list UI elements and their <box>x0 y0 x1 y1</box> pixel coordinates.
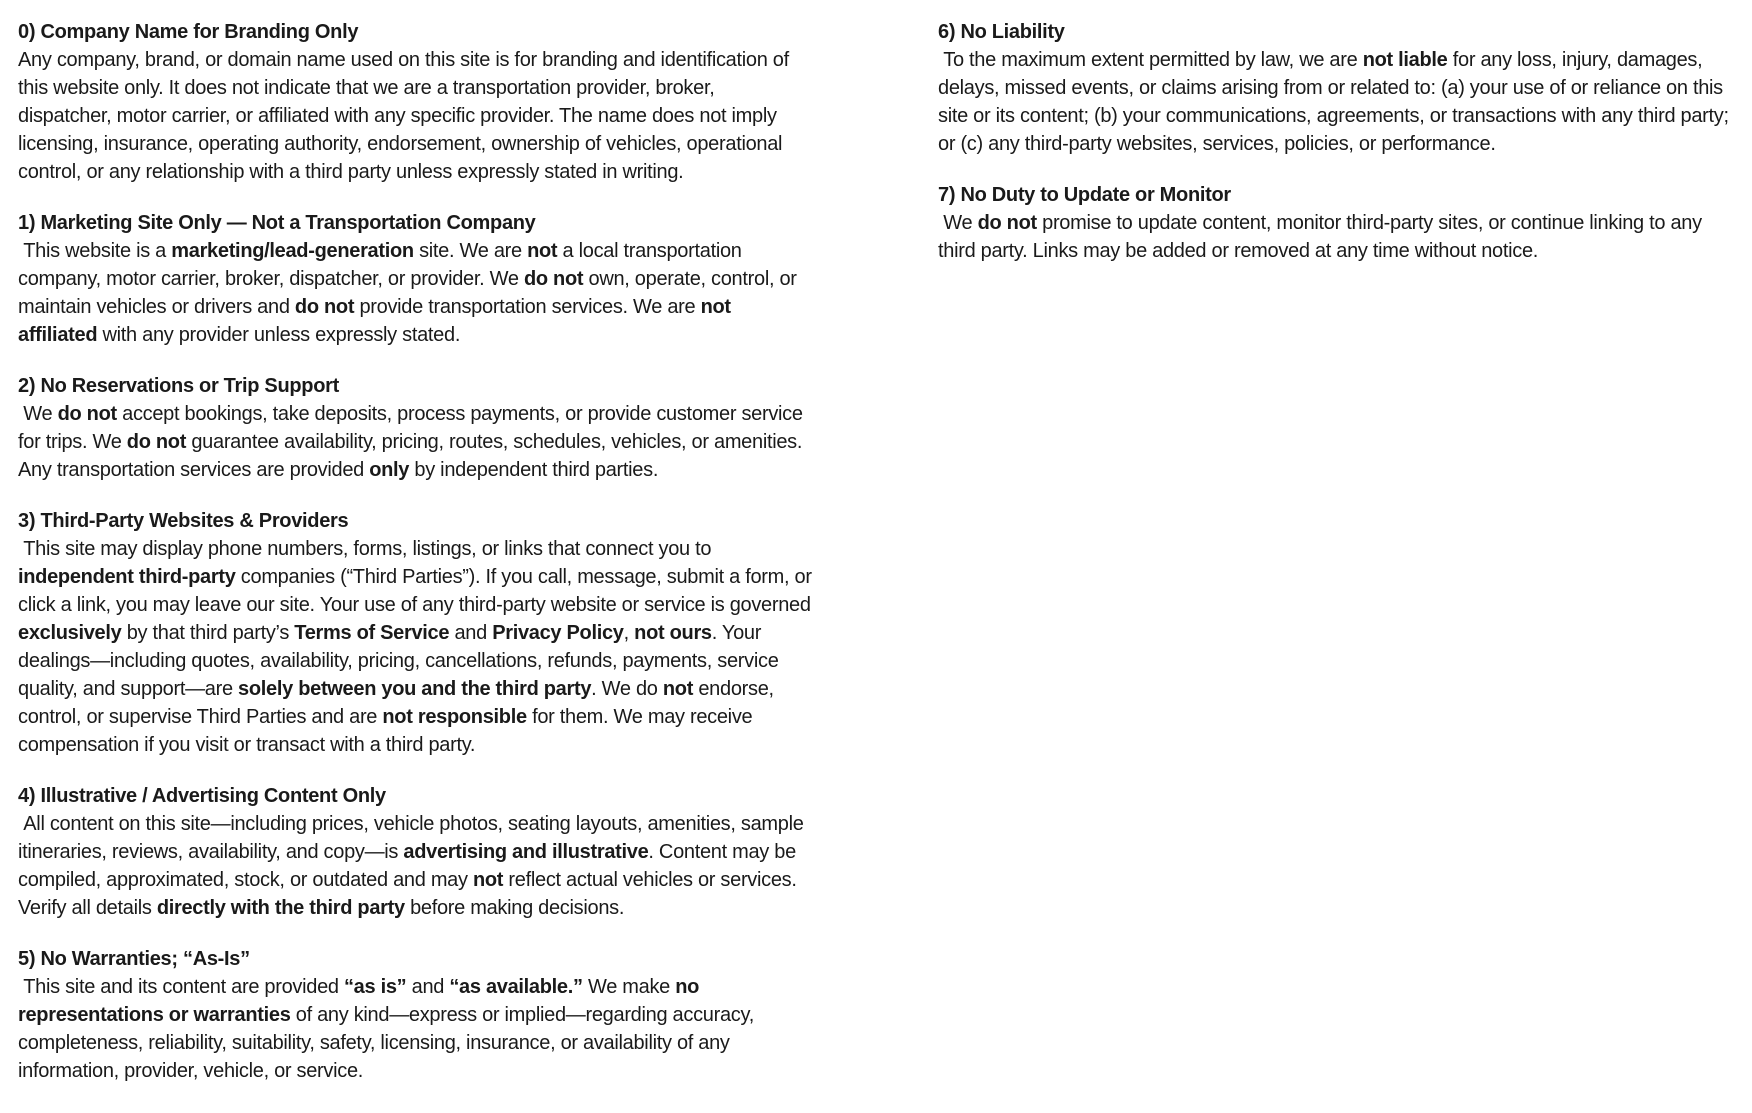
section-heading: 1) Marketing Site Only — Not a Transportation Company <box>18 212 536 234</box>
section-company-name-branding <box>18 18 812 186</box>
section-marketing-site-only <box>18 209 812 349</box>
section-heading: 7) No Duty to Update or Monitor <box>938 184 1231 206</box>
section-no-warranties <box>18 945 812 1085</box>
section-body: Any company, brand, or domain name used on this site is for branding and identification of this website only. It does not indicate that we are a transportation provider, broker, dispatcher, motor carrier, or affiliated with any specific provider. The name does not imply licensing, insurance, operating authority, endorsement, ownership of vehicles, operational control, or any relationship with a third party unless expressly stated in writing. <box>18 49 795 183</box>
section-heading: 5) No Warranties; “As-Is” <box>18 948 250 970</box>
section-no-liability <box>938 18 1735 158</box>
section-body: We do not accept bookings, take deposits, process payments, or provide customer service for trips. We do not guarantee availability, pricing, routes, schedules, vehicles, or amenities. Any transportation services are provided only by independent third parties. <box>18 403 808 481</box>
section-heading: 4) Illustrative / Advertising Content Only <box>18 785 386 807</box>
section-heading: 2) No Reservations or Trip Support <box>18 375 339 397</box>
section-body: To the maximum extent permitted by law, we are not liable for any loss, injury, damages, delays, missed events, or claims arising from or related to: (a) your use of or reliance on this site or its content; (b) your communications, agreements, or transactions with any third party; or (c) any third-party websites, services, policies, or performance. <box>938 49 1735 155</box>
section-no-reservations <box>18 372 812 484</box>
section-heading: 6) No Liability <box>938 21 1065 43</box>
section-body: This site and its content are provided “as is” and “as available.” We make no representations or warranties of any kind—express or implied—regarding accuracy, completeness, reliability, suitability, safety, licensing, insurance, or availability of any information, provider, vehicle, or service. <box>18 976 760 1082</box>
section-heading: 0) Company Name for Branding Only <box>18 21 359 43</box>
section-third-party-websites <box>18 507 817 759</box>
section-body: This website is a marketing/lead-generation site. We are not a local transportation company, motor carrier, broker, dispatcher, or provider. We do not own, operate, control, or maintain vehicles or drivers and do not provide transportation services. We are not affiliated with any provider unless expressly stated. <box>18 240 802 346</box>
section-body: All content on this site—including prices, vehicle photos, seating layouts, amenities, sample itineraries, reviews, availability, and copy—is advertising and illustrative. Content may be compiled, approximated, stock, or outdated and may not reflect actual vehicles or services. Verify all details directly with the third party before making decisions. <box>18 813 809 919</box>
section-body: This site may display phone numbers, forms, listings, or links that connect you to independent third-party companies (“Third Parties”). If you call, message, submit a form, or click a link, you may leave our site. Your use of any third-party website or service is governed exclusively by that third party’s Terms of Service and Privacy Policy, not ours. Your dealings—including quotes, availability, pricing, cancellations, refunds, payments, service quality, and support—are solely between you and the third party. We do not endorse, control, or supervise Third Parties and are not responsible for them. We may receive compensation if you visit or transact with a third party. <box>18 538 817 756</box>
section-body: We do not promise to update content, monitor third-party sites, or continue linking to any third party. Links may be added or removed at any time without notice. <box>938 212 1708 262</box>
section-no-duty-to-update <box>938 181 1732 265</box>
section-heading: 3) Third-Party Websites & Providers <box>18 510 349 532</box>
section-illustrative-content <box>18 782 812 922</box>
